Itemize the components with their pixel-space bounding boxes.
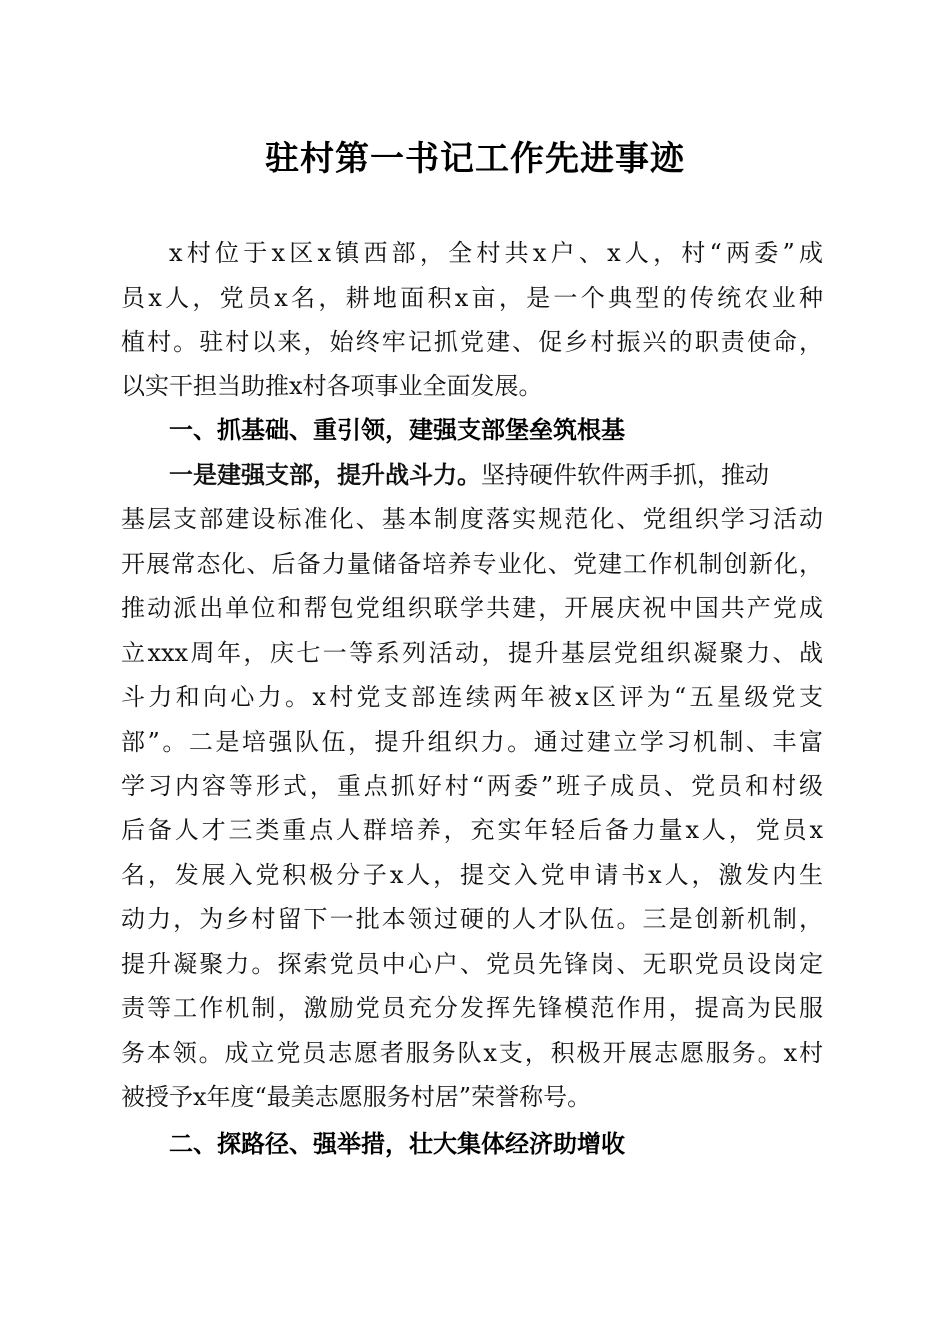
section-1-line-3-text: 开展常态化、后备力量储备培养专业化、党建工作机制创新化， [121,550,823,578]
section-1-line-10-text: 名，发展入党积极分子x人，提交入党申请书x人，激发内生 [121,861,823,889]
section-1-line-9 [121,813,823,847]
intro-line-1-text: x村位于x区x镇西部，全村共x户、x人，村“两委”成 [169,239,823,267]
section-1-line-4-text: 推动派出单位和帮包党组织联学共建，开展庆祝中国共产党成 [121,594,823,622]
section-1-line-7 [121,725,823,759]
intro-line-3 [121,325,823,359]
intro-line-4: 以实干担当助推x村各项事业全面发展。 [121,372,543,400]
section-1-line-11 [121,902,823,936]
section-1-heading: 一、抓基础、重引领，建强支部堡垒筑根基 [169,416,625,444]
section-1-line-2 [121,502,823,536]
section-1-line-8 [121,769,823,803]
section-1-line-5 [121,636,823,670]
section-1-line-1 [169,458,823,492]
intro-line-1 [169,236,823,270]
section-1-line-8-text: 学习内容等形式，重点抓好村“两委”班子成员、党员和村级 [121,772,823,800]
section-1-line-3 [121,547,823,581]
section-1-line-12-text: 提升凝聚力。探索党员中心户、党员先锋岗、无职党员设岗定 [121,950,823,978]
intro-line-2-text: 员x人，党员x名，耕地面积x亩，是一个典型的传统农业种 [121,284,823,312]
section-1-line-9-text: 后备人才三类重点人群培养，充实年轻后备力量x人，党员x [121,816,823,844]
section-1-line-13-text: 责等工作机制，激励党员充分发挥先锋模范作用，提高为民服 [121,994,823,1022]
section-1-line-6-text: 斗力和向心力。x村党支部连续两年被x区评为“五星级党支 [121,683,823,711]
intro-line-2 [121,281,823,315]
intro-line-3-text: 植村。驻村以来，始终牢记抓党建、促乡村振兴的职责使命， [121,328,823,356]
section-1-line-7-text: 部”。二是培强队伍，提升组织力。通过建立学习机制、丰富 [121,728,823,756]
section-1-line-14 [121,1036,823,1070]
section-1-line-12 [121,947,823,981]
section-1-lead: 一是建强支部，提升战斗力。 [169,460,481,489]
section-2-heading: 二、探路径、强举措，壮大集体经济助增收 [169,1130,625,1158]
section-1-first-rest: 坚持硬件软件两手抓，推动 [481,461,769,489]
section-1-line-2-text: 基层支部建设标准化、基本制度落实规范化、党组织学习活动 [121,505,823,533]
section-1-line-11-text: 动力，为乡村留下一批本领过硬的人才队伍。三是创新机制， [121,905,823,933]
section-1-line-15: 被授予x年度“最美志愿服务村居”荣誉称号。 [121,1083,592,1111]
section-1-line-4 [121,591,823,625]
document-title: 驻村第一书记工作先进事迹 [265,139,685,179]
section-1-line-5-text: 立xxx周年，庆七一等系列活动，提升基层党组织凝聚力、战 [121,639,823,667]
section-1-line-14-text: 务本领。成立党员志愿者服务队x支，积极开展志愿服务。x村 [121,1039,823,1067]
section-1-line-10 [121,858,823,892]
section-1-line-6 [121,680,823,714]
section-1-line-13 [121,991,823,1025]
